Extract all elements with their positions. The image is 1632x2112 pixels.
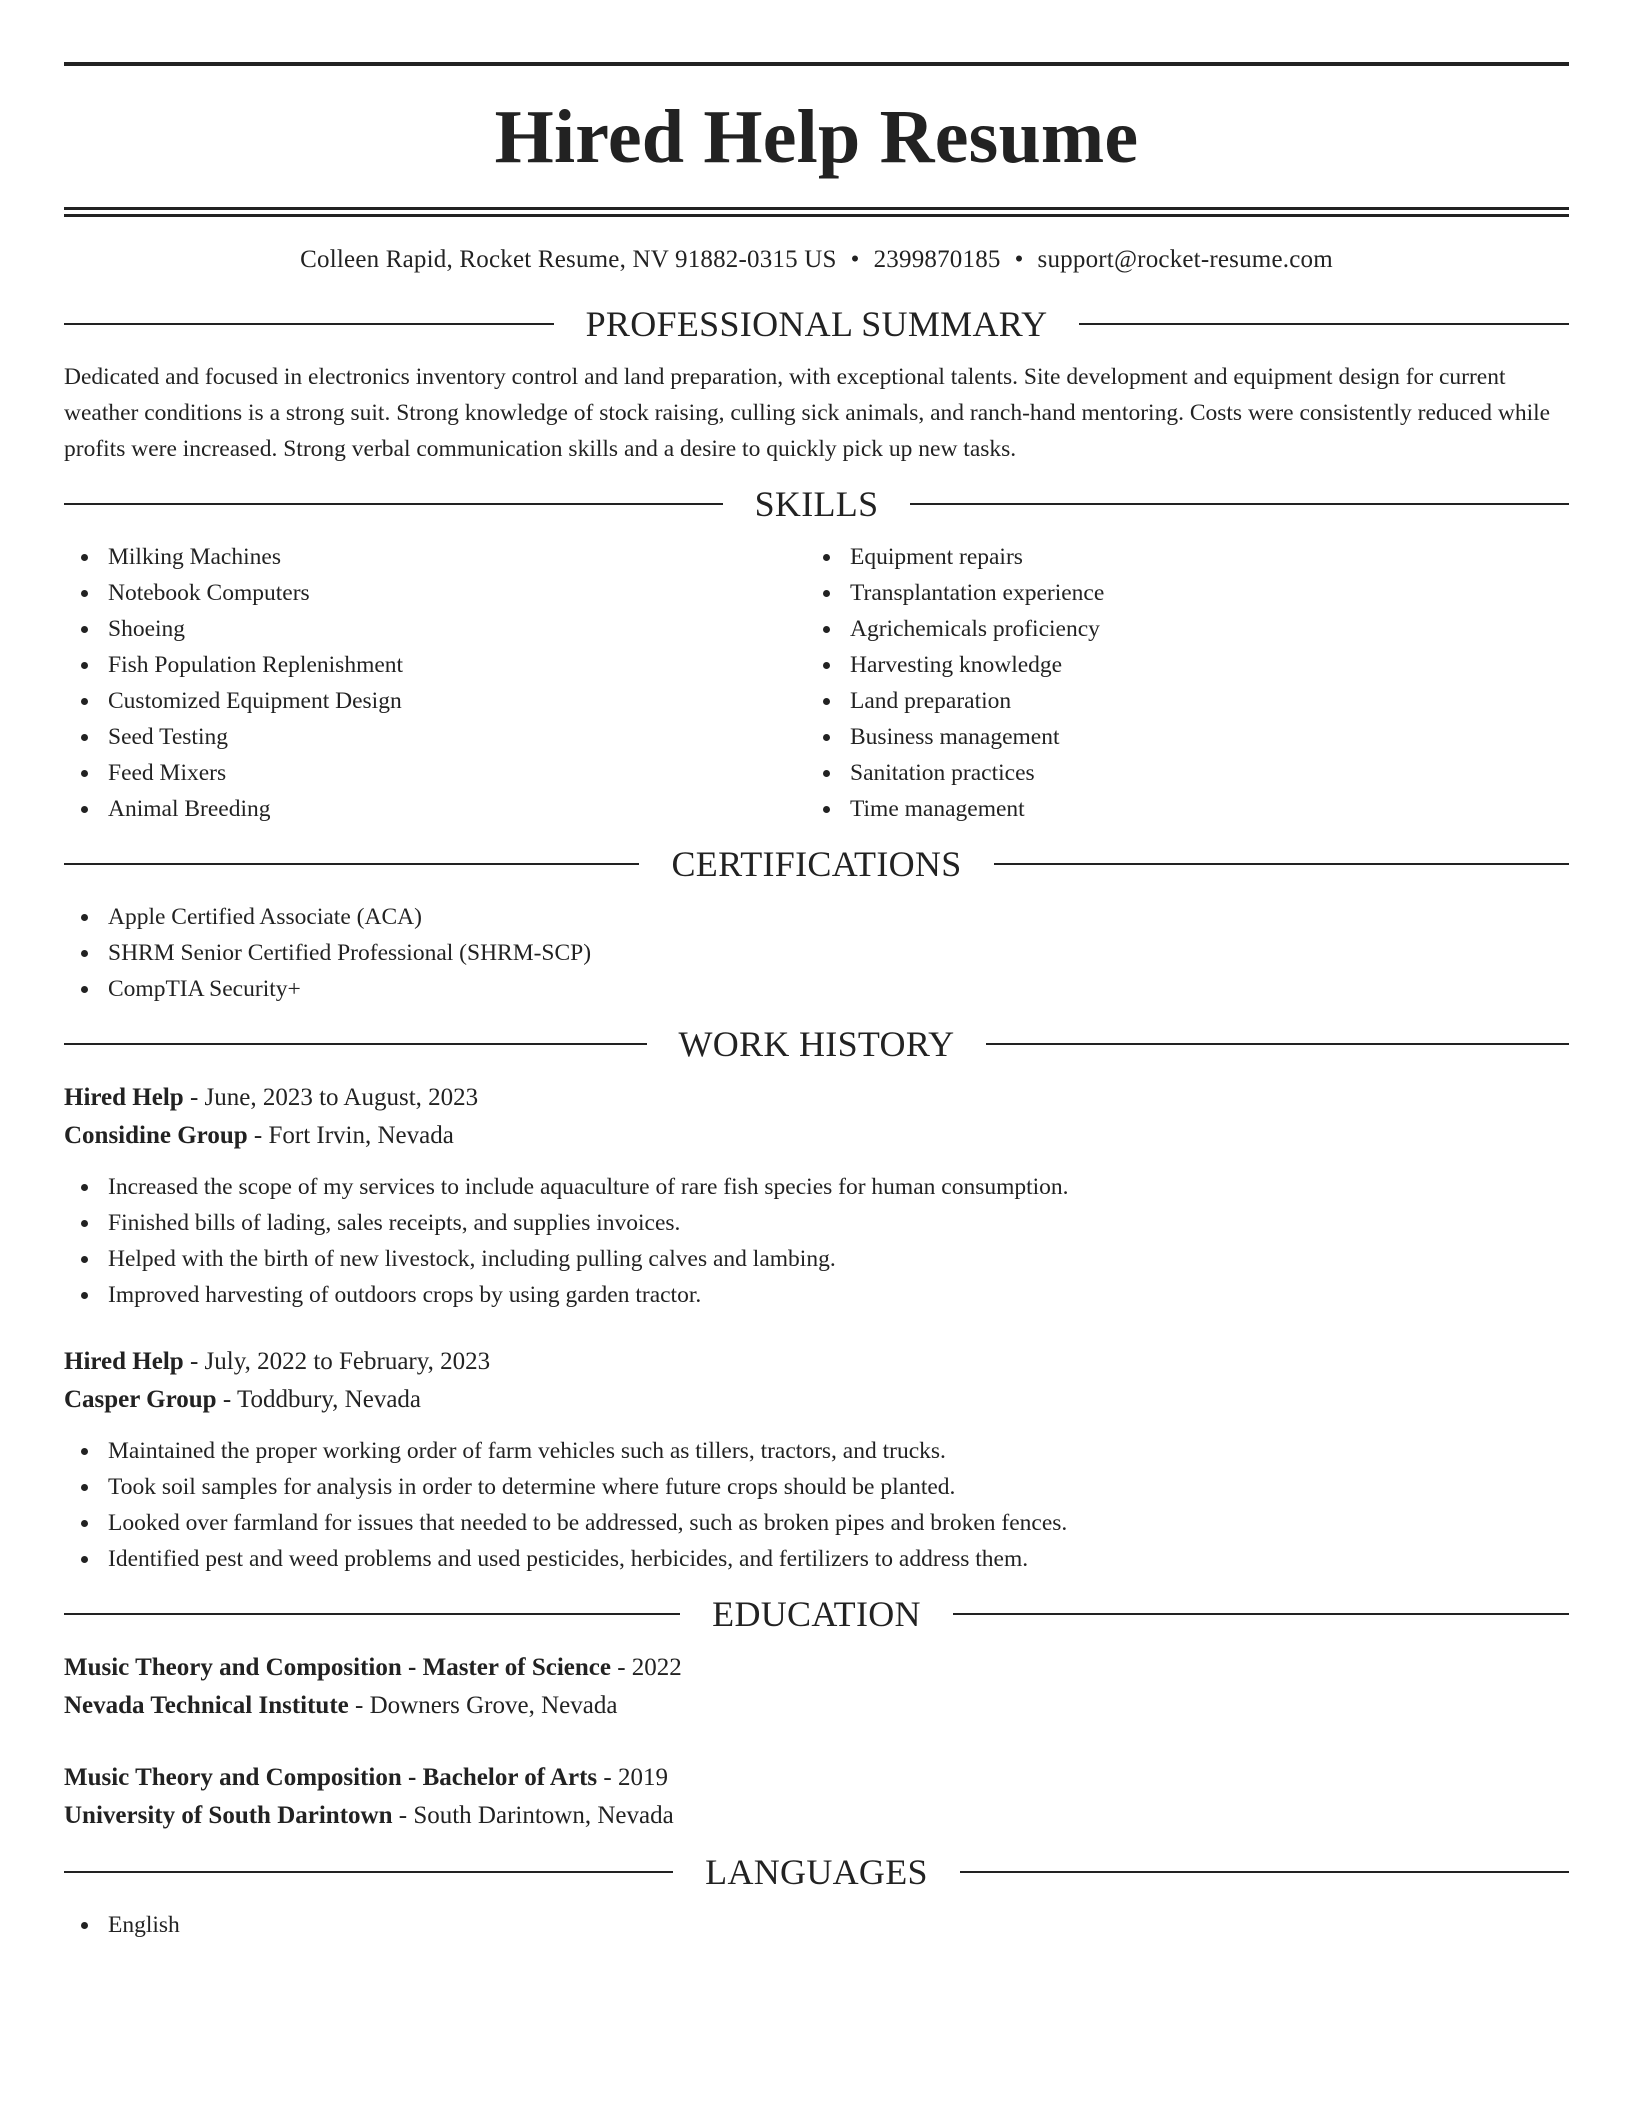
contact-phone: 2399870185 [873,246,1001,273]
certifications-list [64,899,1569,1007]
contact-address: Colleen Rapid, Rocket Resume, NV 91882-0315 US [300,246,837,273]
contact-separator: • [1014,246,1024,273]
skill-item: Agrichemicals proficiency [806,611,1548,647]
certification-item: SHRM Senior Certified Professional (SHRM-SCP) [64,935,1569,971]
heading-rule [910,503,1569,505]
skill-item: Transplantation experience [806,575,1548,611]
job-bullet: Improved harvesting of outdoors crops by using garden tractor. [64,1277,1569,1313]
education-school: Nevada Technical Institute [64,1692,349,1719]
skill-item: Milking Machines [64,539,806,575]
education-entry [64,1649,1569,1725]
skill-item: Notebook Computers [64,575,806,611]
heading-rule [64,1613,680,1615]
job-entry [64,1079,1569,1313]
job-company-line [64,1117,1569,1155]
heading-rule [64,503,723,505]
job-bullet: Took soil samples for analysis in order to determine where future crops should be planted. [64,1469,1569,1505]
skill-item: Feed Mixers [64,755,806,791]
skill-item: Fish Population Replenishment [64,647,806,683]
skills-list-right [806,539,1548,827]
heading-rule [1079,323,1569,325]
job-company: Considine Group [64,1122,248,1149]
heading-rule [64,1043,647,1045]
education-school-line [64,1687,1569,1725]
education-school-line [64,1797,1569,1835]
job-location: - Fort Irvin, Nevada [247,1122,454,1149]
languages-list [64,1907,1569,1943]
heading-rule [986,1043,1569,1045]
education-degree: Music Theory and Composition - Master of Science [64,1654,611,1681]
section-title: LANGUAGES [705,1852,928,1892]
education-school: University of South Darintown [64,1802,393,1829]
certification-item: Apple Certified Associate (ACA) [64,899,1569,935]
section-heading-languages [64,1847,1569,1897]
skills-grid [64,539,1569,827]
job-title-line [64,1079,1569,1117]
section-heading-summary [64,299,1569,349]
job-dates: - July, 2022 to February, 2023 [183,1348,491,1375]
job-title: Hired Help [64,1348,184,1375]
skill-item: Customized Equipment Design [64,683,806,719]
heading-rule [960,1871,1569,1873]
skill-item: Sanitation practices [806,755,1548,791]
heading-rule [64,1871,673,1873]
job-bullet: Looked over farmland for issues that needed to be addressed, such as broken pipes and broken fences. [64,1505,1569,1541]
skills-list-left [64,539,806,827]
job-bullets [64,1433,1569,1577]
contact-email: support@rocket-resume.com [1037,246,1333,273]
education-degree-line [64,1649,1569,1687]
skill-item: Animal Breeding [64,791,806,827]
job-title: Hired Help [64,1084,184,1111]
summary-text: Dedicated and focused in electronics inventory control and land preparation, with exceptional talents. Site development and equipment design for current weather conditions is a strong suit. Strong knowledge of stock raising, culling sick animals, and ranch-hand mentoring. Costs were consistently reduced while profits were increased. Strong verbal communication skills and a desire to quickly pick up new tasks. [64,364,1551,462]
section-heading-certifications [64,839,1569,889]
education-year: - 2022 [610,1654,682,1681]
job-bullet: Increased the scope of my services to include aquaculture of rare fish species for human consumption. [64,1169,1569,1205]
contact-line [64,247,1569,279]
job-bullet: Finished bills of lading, sales receipts, and supplies invoices. [64,1205,1569,1241]
resume-title: Hired Help Resume [494,95,1139,179]
job-company: Casper Group [64,1386,217,1413]
section-title: WORK HISTORY [678,1024,955,1064]
education-location: - South Darintown, Nevada [392,1802,674,1829]
job-bullets [64,1169,1569,1313]
job-company-line [64,1381,1569,1419]
resume-page [64,62,1569,1943]
job-entry [64,1343,1569,1577]
language-item: English [64,1907,1569,1943]
heading-rule [64,863,639,865]
section-heading-education [64,1589,1569,1639]
education-degree: Music Theory and Composition - Bachelor of Arts [64,1764,598,1791]
skill-item: Shoeing [64,611,806,647]
education-entry [64,1759,1569,1835]
section-title: EDUCATION [712,1594,921,1634]
section-heading-skills [64,479,1569,529]
skill-item: Business management [806,719,1548,755]
job-bullet: Helped with the birth of new livestock, including pulling calves and lambing. [64,1241,1569,1277]
job-title-line [64,1343,1569,1381]
contact-separator: • [850,246,860,273]
job-bullet: Identified pest and weed problems and used pesticides, herbicides, and fertilizers to address them. [64,1541,1569,1577]
skill-item: Seed Testing [64,719,806,755]
title-double-rule [64,207,1569,217]
skill-item: Land preparation [806,683,1548,719]
heading-rule [64,323,554,325]
education-location: - Downers Grove, Nevada [348,1692,618,1719]
section-title: CERTIFICATIONS [671,844,962,884]
education-year: - 2019 [597,1764,668,1791]
job-location: - Toddbury, Nevada [216,1386,422,1413]
heading-rule [953,1613,1569,1615]
section-title: PROFESSIONAL SUMMARY [585,304,1048,344]
section-heading-work-history [64,1019,1569,1069]
job-dates: - June, 2023 to August, 2023 [183,1084,479,1111]
education-degree-line [64,1759,1569,1797]
skill-item: Harvesting knowledge [806,647,1548,683]
certification-item: CompTIA Security+ [64,971,1569,1007]
section-title: SKILLS [754,484,879,524]
job-bullet: Maintained the proper working order of farm vehicles such as tillers, tractors, and trucks. [64,1433,1569,1469]
heading-rule [994,863,1569,865]
skill-item: Equipment repairs [806,539,1548,575]
skill-item: Time management [806,791,1548,827]
